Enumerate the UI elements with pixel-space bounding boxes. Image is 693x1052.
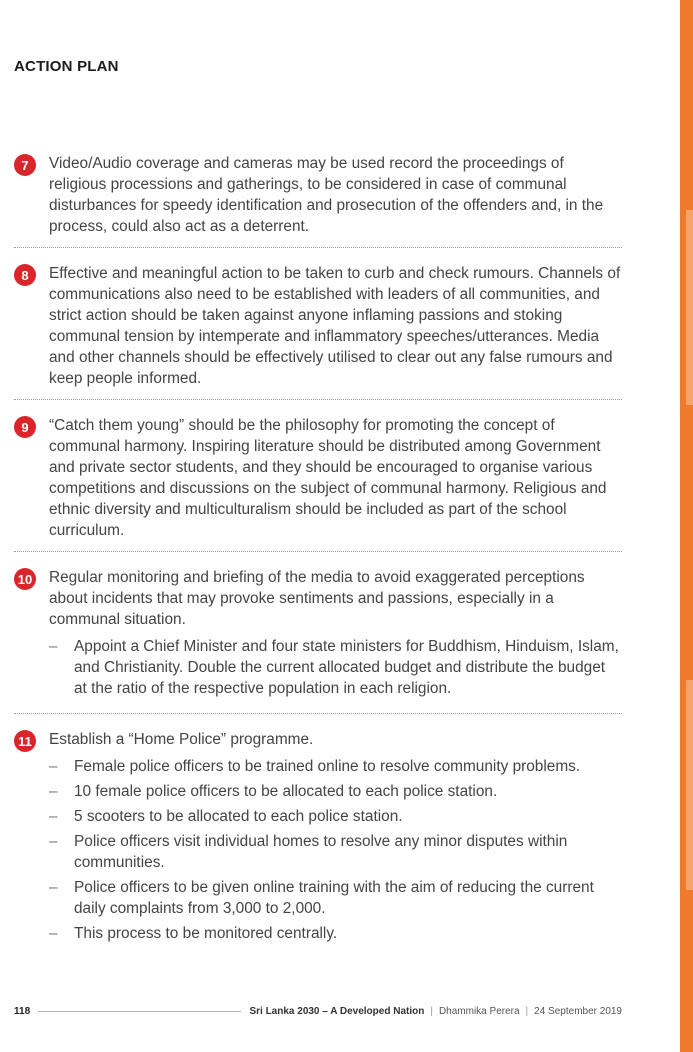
document-title: Sri Lanka 2030 – A Developed Nation [249, 1005, 425, 1017]
item-number-badge: 8 [14, 264, 36, 286]
page-number: 118 [14, 1005, 31, 1017]
item-text: “Catch them young” should be the philosophy for promoting the concept of communal harmony. Inspiring literature should be distributed among Government and private sector students, and they should be encouraged to organise various competitions and discussions on the subject of communal harmony. Religious and ethnic diversity and multiculturalism should be included as part of the school curriculum. [49, 417, 607, 539]
page-footer [14, 1003, 622, 1019]
sub-item: – Female police officers to be trained online to resolve community problems. [49, 756, 622, 777]
item-number-badge: 10 [14, 568, 36, 590]
sub-item-list [49, 756, 622, 944]
item-text: Establish a “Home Police” programme. [49, 731, 314, 748]
sub-item: – Police officers visit individual homes to resolve any minor disputes within communities. [49, 831, 622, 873]
item-number-badge: 9 [14, 416, 36, 438]
footer-rule [38, 1011, 241, 1012]
action-item [14, 726, 622, 958]
item-text: Video/Audio coverage and cameras may be used record the proceedings of religious processions and gatherings, to be considered in case of communal disturbances for speedy identification and prosecution of the offenders and, in the process, could also act as a deterrent. [49, 155, 604, 235]
sub-item: – Police officers to be given online training with the aim of reducing the current daily complaints from 3,000 to 2,000. [49, 877, 622, 919]
action-plan-list [14, 150, 622, 970]
action-item [14, 260, 622, 400]
section-title: ACTION PLAN [14, 58, 119, 75]
side-bar-accent [686, 210, 693, 405]
item-text: Regular monitoring and briefing of the media to avoid exaggerated perceptions about incidents that may provoke sentiments and passions, especially in a communal situation. [49, 569, 585, 628]
sub-item: – 10 female police officers to be allocated to each police station. [49, 781, 622, 802]
footer-separator: | [430, 1005, 433, 1017]
orange-side-bar [680, 0, 693, 1052]
action-item [14, 564, 622, 714]
author-name: Dhammika Perera [438, 1005, 520, 1017]
action-item [14, 412, 622, 552]
publication-date: 24 September 2019 [534, 1005, 622, 1017]
item-text: Effective and meaningful action to be taken to curb and check rumours. Channels of communications also need to be established with leaders of all communities, and strict action should be taken against anyone inflaming passions and stoking communal tension by intemperate and inflammatory speeches/utterances. Media and other channels should be effectively utilised to clear out any false rumours and keep people informed. [49, 265, 621, 387]
action-item [14, 150, 622, 248]
sub-item: – This process to be monitored centrally. [49, 923, 622, 944]
sub-item: – Appoint a Chief Minister and four state ministers for Buddhism, Hinduism, Islam, and Christianity. Double the current allocated budget and distribute the budget at the ratio of the respective population in each religion. [49, 636, 622, 699]
side-bar-accent [686, 680, 693, 890]
sub-item: – 5 scooters to be allocated to each police station. [49, 806, 622, 827]
item-number-badge: 11 [14, 730, 36, 752]
footer-separator: | [525, 1005, 529, 1017]
item-number-badge: 7 [14, 154, 36, 176]
sub-item-list [49, 636, 622, 699]
